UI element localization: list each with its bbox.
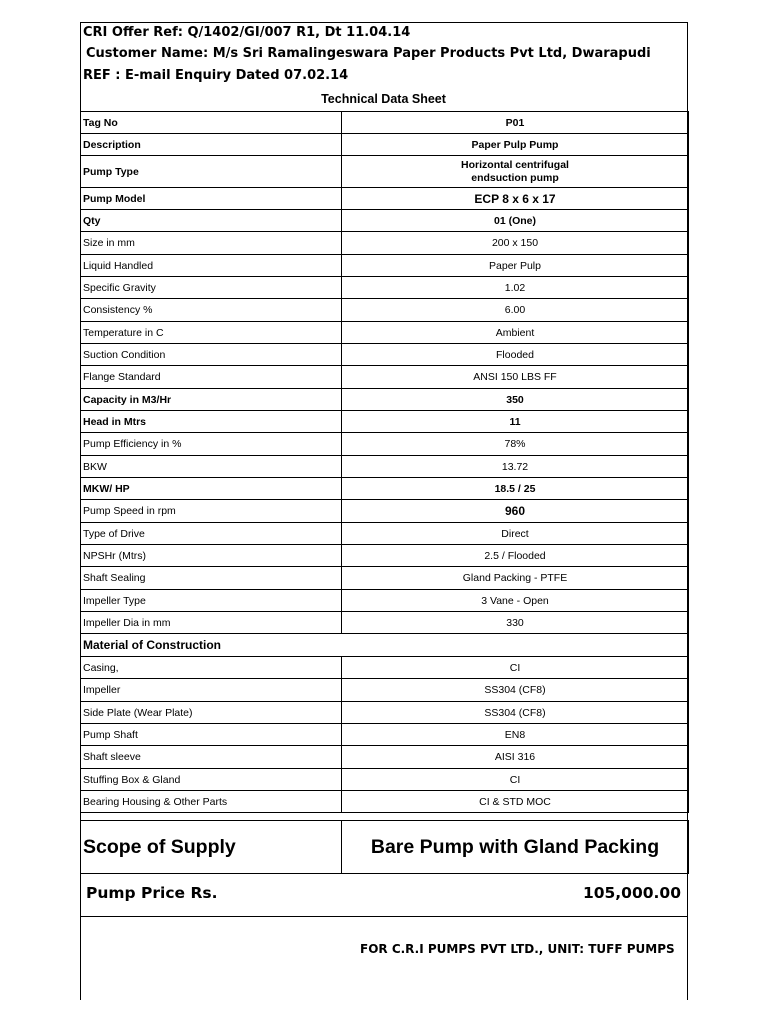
row-value: ANSI 150 LBS FF bbox=[342, 366, 689, 389]
row-label: BKW bbox=[81, 456, 342, 478]
row-label: Flange Standard bbox=[81, 366, 342, 389]
price-row bbox=[80, 874, 687, 917]
row-value: 200 x 150 bbox=[342, 232, 689, 255]
row-label: Side Plate (Wear Plate) bbox=[81, 702, 342, 724]
scope-label: Scope of Supply bbox=[81, 821, 342, 874]
row-value: 2.5 / Flooded bbox=[342, 545, 689, 567]
row-label: Liquid Handled bbox=[81, 255, 342, 277]
row-label: Temperature in C bbox=[81, 322, 342, 344]
table-row bbox=[81, 299, 689, 322]
row-value: 11 bbox=[342, 411, 689, 433]
row-label: NPSHr (Mtrs) bbox=[81, 545, 342, 567]
material-heading-row bbox=[81, 634, 689, 657]
spec-table bbox=[80, 111, 689, 813]
row-value: 18.5 / 25 bbox=[342, 478, 689, 500]
row-label: Pump Model bbox=[81, 188, 342, 210]
row-value: AISI 316 bbox=[342, 746, 689, 769]
row-label: Pump Speed in rpm bbox=[81, 500, 342, 523]
table-row bbox=[81, 188, 689, 210]
row-label: Tag No bbox=[81, 112, 342, 134]
row-value: Paper Pulp bbox=[342, 255, 689, 277]
row-value: CI bbox=[342, 769, 689, 791]
row-label: Impeller Type bbox=[81, 590, 342, 612]
row-label: Capacity in M3/Hr bbox=[81, 389, 342, 411]
table-row bbox=[81, 523, 689, 545]
row-value: P01 bbox=[342, 112, 689, 134]
row-value: 330 bbox=[342, 612, 689, 634]
row-label: Pump Efficiency in % bbox=[81, 433, 342, 456]
row-label: MKW/ HP bbox=[81, 478, 342, 500]
row-label: Size in mm bbox=[81, 232, 342, 255]
table-row bbox=[81, 134, 689, 156]
table-row bbox=[81, 255, 689, 277]
table-row bbox=[81, 657, 689, 679]
row-label: Pump Shaft bbox=[81, 724, 342, 746]
table-row bbox=[81, 679, 689, 702]
row-value: ECP 8 x 6 x 17 bbox=[342, 188, 689, 210]
footer-company: FOR C.R.I PUMPS PVT LTD., UNIT: TUFF PUMPS bbox=[360, 942, 675, 956]
row-value: SS304 (CF8) bbox=[342, 702, 689, 724]
table-row bbox=[81, 344, 689, 366]
row-value: Paper Pulp Pump bbox=[342, 134, 689, 156]
row-value: Gland Packing - PTFE bbox=[342, 567, 689, 590]
row-value: 01 (One) bbox=[342, 210, 689, 232]
table-row bbox=[81, 322, 689, 344]
row-label: Suction Condition bbox=[81, 344, 342, 366]
row-value: 6.00 bbox=[342, 299, 689, 322]
price-label: Pump Price Rs. bbox=[86, 884, 218, 902]
row-label: Qty bbox=[81, 210, 342, 232]
row-label: Consistency % bbox=[81, 299, 342, 322]
enquiry-ref: REF : E-mail Enquiry Dated 07.02.14 bbox=[83, 68, 349, 83]
row-label: Shaft sleeve bbox=[81, 746, 342, 769]
row-label: Type of Drive bbox=[81, 523, 342, 545]
row-value: Flooded bbox=[342, 344, 689, 366]
sheet-title: Technical Data Sheet bbox=[321, 92, 446, 106]
table-row bbox=[81, 112, 689, 134]
price-value: 105,000.00 bbox=[582, 884, 681, 902]
table-row bbox=[81, 456, 689, 478]
table-row bbox=[81, 724, 689, 746]
table-row bbox=[81, 500, 689, 523]
row-value: SS304 (CF8) bbox=[342, 679, 689, 702]
row-label: Impeller Dia in mm bbox=[81, 612, 342, 634]
table-row bbox=[81, 366, 689, 389]
offer-ref: CRI Offer Ref: Q/1402/GI/007 R1, Dt 11.04.14 bbox=[83, 25, 411, 40]
row-value: 78% bbox=[342, 433, 689, 456]
table-row bbox=[81, 232, 689, 255]
table-row bbox=[81, 389, 689, 411]
scope-row bbox=[81, 821, 689, 874]
row-value: Horizontal centrifugal endsuction pump bbox=[342, 156, 689, 188]
table-row bbox=[81, 612, 689, 634]
row-value: Ambient bbox=[342, 322, 689, 344]
table-row bbox=[81, 702, 689, 724]
row-label: Specific Gravity bbox=[81, 277, 342, 299]
row-value: Direct bbox=[342, 523, 689, 545]
table-row bbox=[81, 433, 689, 456]
table-row bbox=[81, 478, 689, 500]
row-value: CI & STD MOC bbox=[342, 791, 689, 813]
material-heading: Material of Construction bbox=[81, 634, 689, 657]
table-row bbox=[81, 210, 689, 232]
customer-name: Customer Name: M/s Sri Ramalingeswara Paper Products Pvt Ltd, Dwarapudi bbox=[86, 46, 651, 61]
row-label: Stuffing Box & Gland bbox=[81, 769, 342, 791]
row-label: Shaft Sealing bbox=[81, 567, 342, 590]
row-label: Bearing Housing & Other Parts bbox=[81, 791, 342, 813]
table-row bbox=[81, 567, 689, 590]
row-value: 960 bbox=[342, 500, 689, 523]
table-row bbox=[81, 769, 689, 791]
table-row bbox=[81, 590, 689, 612]
row-label: Impeller bbox=[81, 679, 342, 702]
row-label: Casing, bbox=[81, 657, 342, 679]
row-label: Pump Type bbox=[81, 156, 342, 188]
scope-table bbox=[80, 820, 689, 874]
row-value: CI bbox=[342, 657, 689, 679]
row-value: 350 bbox=[342, 389, 689, 411]
row-value: 3 Vane - Open bbox=[342, 590, 689, 612]
table-row bbox=[81, 545, 689, 567]
row-label: Description bbox=[81, 134, 342, 156]
row-label: Head in Mtrs bbox=[81, 411, 342, 433]
table-row bbox=[81, 156, 689, 188]
scope-value: Bare Pump with Gland Packing bbox=[342, 821, 689, 874]
spec-table-body bbox=[81, 112, 689, 813]
frame-top-line bbox=[80, 22, 688, 23]
row-value: EN8 bbox=[342, 724, 689, 746]
table-row bbox=[81, 411, 689, 433]
row-value: 1.02 bbox=[342, 277, 689, 299]
table-row bbox=[81, 791, 689, 813]
row-value: 13.72 bbox=[342, 456, 689, 478]
table-row bbox=[81, 277, 689, 299]
table-row bbox=[81, 746, 689, 769]
